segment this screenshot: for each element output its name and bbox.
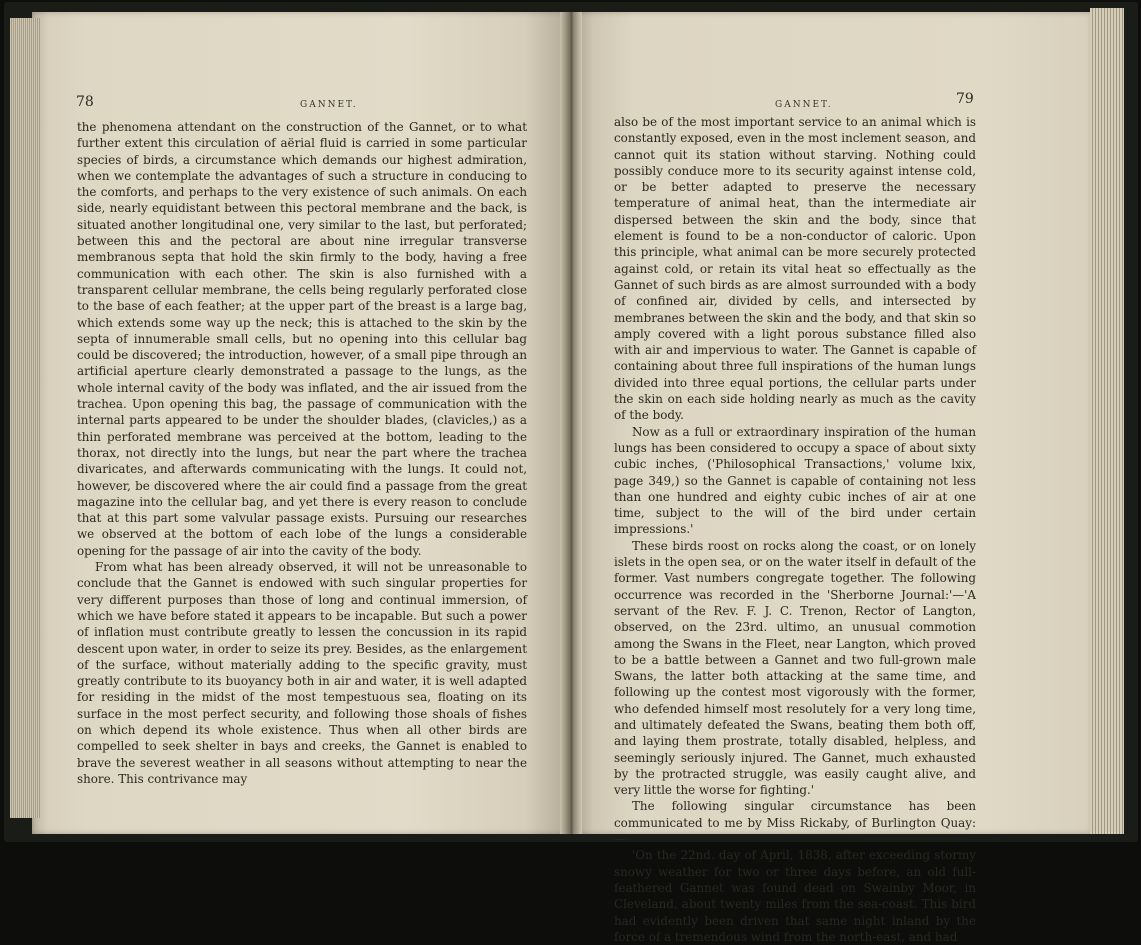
paragraph: also be of the most important service to an animal which is constantly exposed, even in the most inclement season, and cannot quit its station without starving. Nothing could possibly conduce more to its security against intense cold, or be better adapted to preserve the necessary temperature of animal heat, than the intermediate air dispersed between the skin and the body, since that element is found to be a non-conductor of caloric. Upon this principle, what animal can be more securely protected against cold, or retain its vital heat so effectually as the Gannet of such birds as are almost surrounded with a body of confined air, divided by cells, and intersected by membranes between the skin and the body, and that skin so amply covered with a light porous substance filled also with air and impervious to water. The Gannet is capable of containing about three full inspirations of the human lungs divided into three equal portions, the cellular parts under the skin on each side holding nearly as much as the cavity of the body. bbox=[614, 115, 976, 423]
right-page-edges bbox=[1090, 8, 1124, 834]
right-page-text bbox=[614, 114, 976, 945]
book-gutter bbox=[560, 12, 582, 834]
paragraph: The following singular circumstance has been communicated to me by Miss Rickaby, of Burlington Quay:— bbox=[614, 799, 976, 847]
paragraph: the phenomena attendant on the construction of the Gannet, or to what further extent this circulation of aërial fluid is carried in some particular species of birds, a circumstance which demands our highest admiration, when we contemplate the advantages of such a structure in conducing to the comforts, and perhaps to the very existence of such animals. On each side, nearly equidistant between this pectoral membrane and the back, is situated another longitudinal one, very similar to the last, but perforated; between this and the pectoral are about nine irregular transverse membranous septa that hold the skin firmly to the body, having a free communication with each other. The skin is also furnished with a transparent cellular membrane, the cells being regularly perforated close to the base of each feather; at the upper part of the breast is a large bag, which extends some way up the neck; this is attached to the skin by the septa of innumerable small cells, but no opening into this cellular bag could be discovered; the introduction, however, of a small pipe through an artificial aperture clearly demonstrated a passage to the lungs, as the whole internal cavity of the body was inflated, and the air issued from the trachea. Upon opening this bag, the passage of communication with the internal parts appeared to be under the shoulder blades, (clavicles,) as a thin perforated membrane was perceived at the bottom, leading to the thorax, not directly into the lungs, but near the part where the trachea divaricates, and afterwards communicating with the lungs. It could not, however, be discovered where the air could find a passage from the great magazine into the cellular bag, and yet there is every reason to conclude that at this part some valvular passage exists. Pursuing our researches we observed at the bottom of each lobe of the lungs a considerable opening for the passage of air into the cavity of the body. bbox=[77, 120, 527, 558]
left-page-number: 78 bbox=[76, 94, 94, 110]
right-page-number: 79 bbox=[956, 91, 974, 107]
right-running-head: GANNET. bbox=[775, 100, 833, 110]
paragraph: Now as a full or extraordinary inspiration of the human lungs has been considered to occupy a space of about sixty cubic inches, ('Philosophical Transactions,' volume lxix, page 349,) so the Gannet is capable of containing not less than one hundred and eighty cubic inches of air at one time, subject to the will of the bird under certain impressions.' bbox=[614, 424, 976, 537]
left-running-head: GANNET. bbox=[300, 100, 358, 110]
paragraph: 'On the 22nd. day of April, 1838, after exceeding stormy snowy weather for two or three days before, an old full-feathered Gannet was found dead on Swainby Moor, in Cleveland, about twenty miles from the sea-coast. This bird had evidently been driven that same night inland by the force of a tremendous wind from the north-east, and had bbox=[614, 848, 976, 944]
left-page-text bbox=[77, 119, 527, 787]
paragraph: From what has been already observed, it will not be unreasonable to conclude that the Gannet is endowed with such singular properties for very different purposes than those of long and continual immersion, of which we have before stated it appears to be incapable. But such a power of inflation must contribute greatly to lessen the concussion in its rapid descent upon water, in order to seize its prey. Besides, as the enlargement of the surface, without materially adding to the specific gravity, must greatly contribute to its buoyancy both in air and water, it is well adapted for residing in the midst of the most tempestuous sea, floating on its surface in the most perfect security, and following those shoals of fishes on which depend its whole existence. Thus when all other birds are compelled to seek shelter in bays and creeks, the Gannet is enabled to brave the severest weather in all seasons without attempting to near the shore. This contrivance may bbox=[77, 560, 527, 786]
paragraph: These birds roost on rocks along the coast, or on lonely islets in the open sea, or on the water itself in default of the former. Vast numbers congregate together. The following occurrence was recorded in the 'Sherborne Journal:'—'A servant of the Rev. F. J. C. Trenon, Rector of Langton, observed, on the 23rd. ultimo, an unusual commotion among the Swans in the Fleet, near Langton, which proved to be a battle between a Gannet and two full-grown male Swans, the latter both attacking at the same time, and following up the contest most vigorously with the former, who defended himself most resolutely for a very long time, and ultimately defeated the Swans, beating them both off, and laying them prostrate, totally disabled, helpless, and seemingly seriously injured. The Gannet, much exhausted by the protracted struggle, was easily caught alive, and very little the worse for fighting.' bbox=[614, 538, 976, 798]
left-page-edges bbox=[10, 18, 40, 818]
